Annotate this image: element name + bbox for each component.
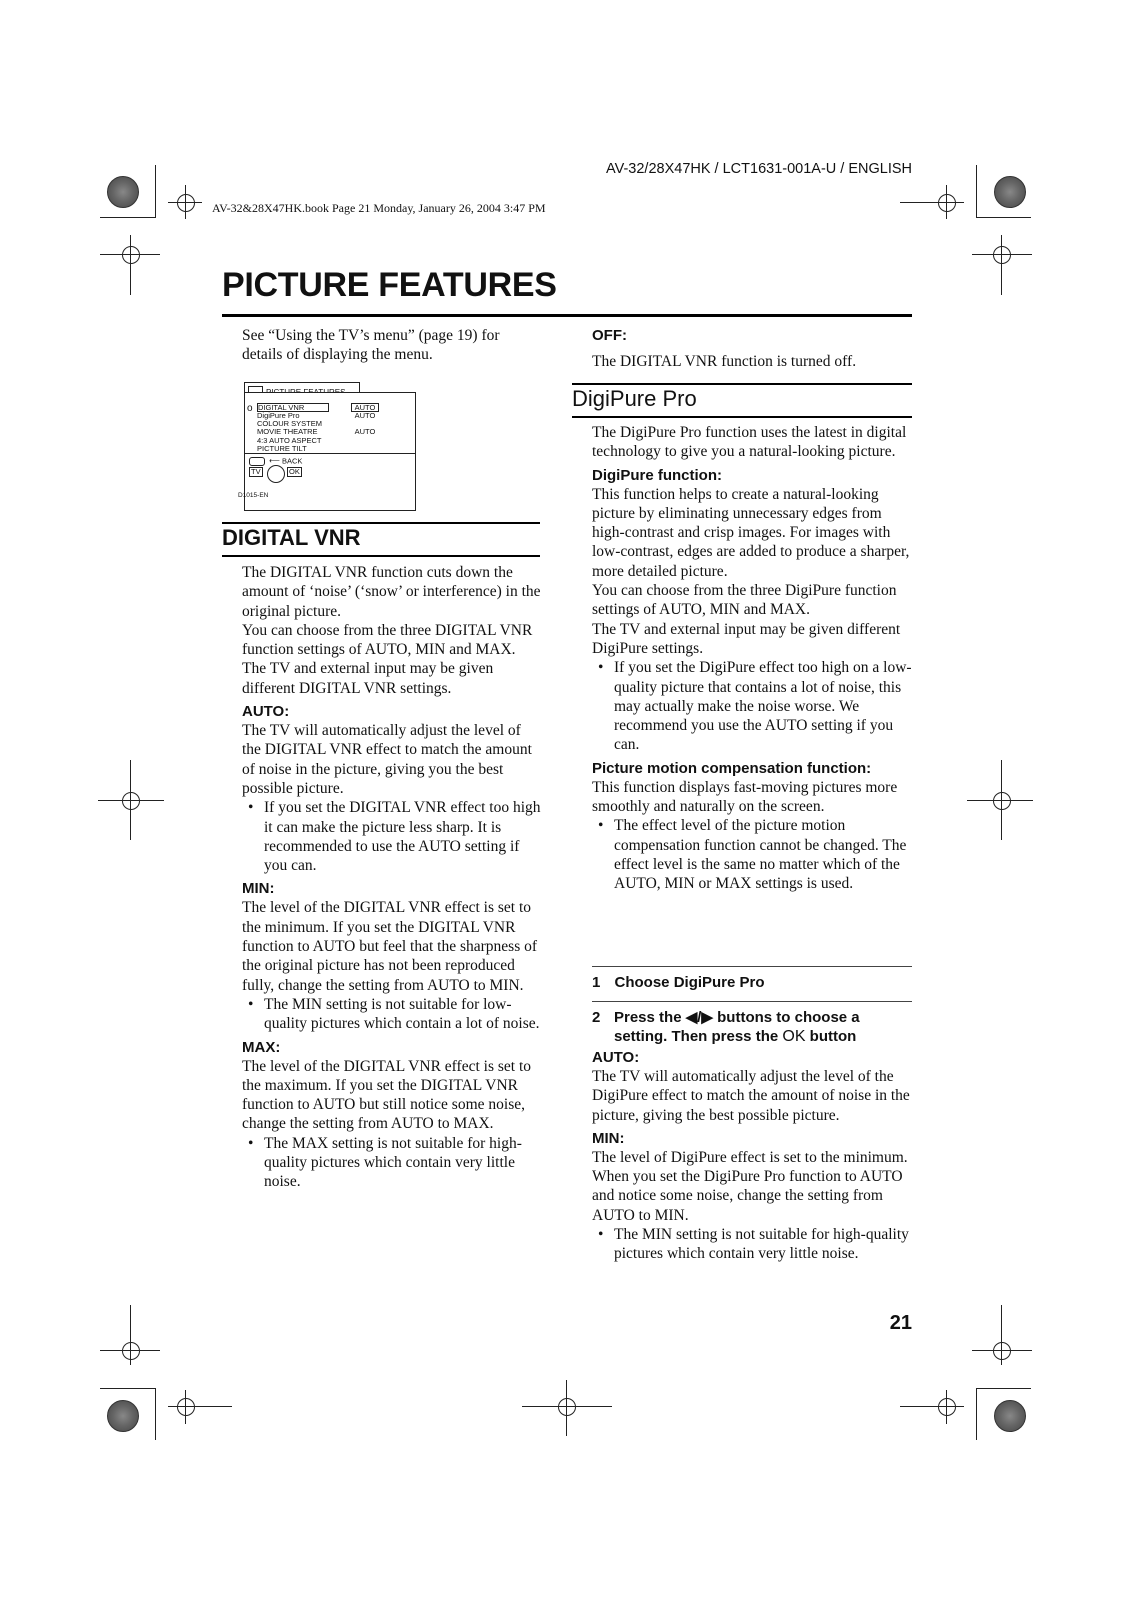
- off-heading: OFF:: [592, 327, 627, 344]
- menu-item: COLOUR SYSTEM: [257, 419, 323, 429]
- crosshair-icon: [938, 1398, 956, 1416]
- auto-heading: AUTO:: [242, 703, 290, 721]
- bullet-item: • The MAX setting is not suitable for high-quality pictures which contain very little noise.: [242, 1134, 542, 1192]
- crosshair-icon: [122, 1342, 140, 1360]
- crop-mark: [168, 1406, 232, 1407]
- bullet-item: • The MIN setting is not suitable for low-quality pictures which contain a lot of noise.: [242, 995, 542, 1034]
- motion-compensation-heading: Picture motion compensation function:: [592, 759, 872, 777]
- section-rule-bottom: [222, 555, 540, 557]
- crosshair-icon: [558, 1398, 576, 1416]
- menu-item-list: [257, 403, 329, 453]
- max-heading: MAX:: [242, 1038, 281, 1056]
- paragraph: The TV and external input may be given different DigiPure settings.: [592, 620, 901, 657]
- crop-mark: [900, 1406, 964, 1407]
- crop-mark: [976, 1388, 977, 1440]
- figure-code: D1015-EN: [238, 492, 269, 499]
- crop-mark: [168, 202, 202, 203]
- bullet-item: • If you set the DIGITAL VNR effect too high it can make the picture less sharp. It is recommended to use the AUTO setting if you can.: [242, 798, 542, 875]
- digipure-body: [592, 423, 912, 894]
- document-code: AV-32/28X47HK / LCT1631-001A-U / ENGLISH: [606, 161, 912, 177]
- crosshair-icon: [993, 1342, 1011, 1360]
- paragraph: This function displays fast-moving pictures more smoothly and naturally on the screen.: [592, 778, 898, 816]
- paragraph: The level of the DIGITAL VNR effect is set to the maximum. If you set the DIGITAL VNR function to AUTO but still notice some noise, change the setting from AUTO to MAX.: [242, 1057, 532, 1133]
- crop-mark: [100, 1388, 156, 1389]
- page-number: 21: [889, 1312, 912, 1334]
- crop-mark: [130, 235, 131, 295]
- bullet-item: • If you set the DigiPure effect too high on a low-quality picture that contains a lot of noise, this may actually make the noise worse. We recommend you use the AUTO setting if you can.: [592, 658, 912, 754]
- auto-heading: AUTO:: [592, 1049, 640, 1066]
- paragraph: The DigiPure Pro function uses the latest in digital technology to give you a natural-looking picture.: [592, 424, 907, 461]
- digipure-settings: [592, 1048, 912, 1264]
- book-info-line: AV-32&28X47HK.book Page 21 Monday, January 26, 2004 3:47 PM: [212, 201, 546, 215]
- digipure-function-heading: DigiPure function:: [592, 466, 722, 484]
- crosshair-icon: [993, 246, 1011, 264]
- paragraph: The TV will automatically adjust the level of the DIGITAL VNR effect to match the amount of noise in the picture, giving you the best possible picture.: [242, 722, 532, 797]
- min-heading: MIN:: [592, 1129, 625, 1147]
- step-number: 2: [592, 1009, 601, 1026]
- crop-mark: [972, 254, 1032, 255]
- step-text-part: Press the: [614, 1009, 682, 1026]
- remote-keys: [249, 467, 309, 487]
- menu-figure: [244, 392, 416, 511]
- step-text-part: button: [809, 1028, 857, 1045]
- step-2: [592, 1008, 912, 1046]
- crop-mark: [130, 1305, 131, 1365]
- section-heading-digital-vnr: DIGITAL VNR: [222, 525, 361, 550]
- menu-value: AUTO: [354, 411, 376, 420]
- crosshair-icon: [122, 792, 140, 810]
- crop-mark: [976, 1388, 1031, 1389]
- step-text-part: buttons to choose a setting. Then press the: [614, 1009, 860, 1045]
- crop-mark: [185, 1390, 186, 1424]
- menu-item: DIGITAL VNR: [257, 403, 329, 412]
- paragraph: The TV and external input may be given different DIGITAL VNR settings.: [242, 660, 494, 697]
- section-rule-top: [222, 522, 540, 524]
- crop-mark: [100, 217, 156, 218]
- left-right-arrows-icon: ◀/▶: [685, 1009, 713, 1026]
- registration-circle-icon: [994, 1400, 1026, 1432]
- crop-mark: [976, 165, 977, 217]
- back-key-icon: [249, 457, 265, 466]
- paragraph: The level of DigiPure effect is set to the minimum. When you set the DigiPure Pro function to AUTO and notice some noise, change the setting from AUTO to MIN.: [592, 1148, 908, 1224]
- paragraph: The level of the DIGITAL VNR effect is set to the minimum. If you set the DIGITAL VNR function to AUTO but feel that the sharpness of the original picture has not been reproduced fully, change the setting from AUTO to MIN.: [242, 899, 538, 994]
- crop-mark: [967, 800, 1033, 801]
- section-rule-top: [572, 383, 912, 385]
- paragraph: The DIGITAL VNR function is turned off.: [592, 353, 857, 370]
- intro-text: See “Using the TV’s menu” (page 19) for details of displaying the menu.: [242, 327, 500, 364]
- step-1: [592, 973, 912, 992]
- crop-mark: [972, 1350, 1032, 1351]
- crosshair-icon: [938, 194, 956, 212]
- crop-mark: [976, 217, 1031, 218]
- step-number: 1: [592, 974, 601, 991]
- dpad-icon: [267, 465, 285, 483]
- registration-circle-icon: [107, 176, 139, 208]
- registration-circle-icon: [107, 1400, 139, 1432]
- section-rule-bottom: [572, 416, 912, 418]
- section-heading-digipure-pro: DigiPure Pro: [572, 386, 697, 411]
- step-text: Choose DigiPure Pro: [614, 974, 765, 991]
- menu-item: MOVIE THEATRE: [257, 427, 318, 437]
- off-block: [592, 326, 912, 371]
- page-title: PICTURE FEATURES: [222, 266, 557, 304]
- crosshair-icon: [993, 792, 1011, 810]
- crop-mark: [946, 1390, 947, 1424]
- step-rule: [592, 966, 912, 967]
- crop-mark: [98, 800, 164, 801]
- crop-mark: [100, 1350, 160, 1351]
- paragraph: You can choose from the three DIGITAL VNR function settings of AUTO, MIN and MAX.: [242, 621, 533, 659]
- menu-item: 4:3 AUTO ASPECT: [257, 435, 322, 445]
- paragraph: The TV will automatically adjust the level of the DigiPure effect to match the amount of noise in the picture, giving the best possible picture.: [592, 1068, 910, 1124]
- paragraph: The DIGITAL VNR function cuts down the amount of ‘noise’ (‘snow’ or interference) in the original picture.: [242, 564, 541, 620]
- crop-mark: [100, 254, 160, 255]
- crosshair-icon: [122, 246, 140, 264]
- crop-mark: [566, 1380, 567, 1436]
- min-heading: MIN:: [242, 880, 275, 898]
- menu-value-list: [351, 403, 379, 437]
- crop-mark: [155, 165, 156, 217]
- paragraph: You can choose from the three DigiPure function settings of AUTO, MIN and MAX.: [592, 582, 897, 619]
- crop-mark: [155, 1388, 156, 1440]
- selection-cursor-icon: o: [247, 403, 253, 414]
- digital-vnr-body: [242, 563, 542, 1192]
- back-arrow-icon: ⟵: [269, 456, 280, 466]
- crop-mark: [1001, 1305, 1002, 1365]
- step-rule: [592, 1001, 912, 1002]
- back-label: BACK: [281, 456, 303, 466]
- step-text: [592, 1008, 912, 1046]
- paragraph: This function helps to create a natural-looking picture by eliminating unnecessary edges from high-contrast and crisp images. For images with low-contrast, edges are added to produce a sharper, more detailed picture.: [592, 485, 910, 580]
- menu-value: AUTO: [354, 427, 376, 437]
- crosshair-icon: [177, 194, 195, 212]
- menu-divider: [245, 453, 415, 454]
- crop-mark: [1001, 235, 1002, 295]
- ok-key: OK: [289, 467, 300, 476]
- tv-key: TV: [251, 467, 261, 476]
- bullet-item: • The MIN setting is not suitable for high-quality pictures which contain very little noise.: [592, 1225, 912, 1264]
- title-rule: [222, 314, 912, 317]
- menu-value: AUTO: [351, 403, 379, 412]
- crop-mark: [522, 1406, 612, 1407]
- menu-item: DigiPure Pro: [257, 411, 300, 420]
- registration-circle-icon: [994, 176, 1026, 208]
- crop-mark: [900, 202, 964, 203]
- crosshair-icon: [177, 1398, 195, 1416]
- ok-key-label: OK: [782, 1028, 806, 1045]
- bullet-item: • The effect level of the picture motion compensation function cannot be changed. The effect level is the same no matter which of the AUTO, MIN or MAX settings is used.: [592, 816, 912, 893]
- menu-item: PICTURE TILT: [257, 443, 307, 453]
